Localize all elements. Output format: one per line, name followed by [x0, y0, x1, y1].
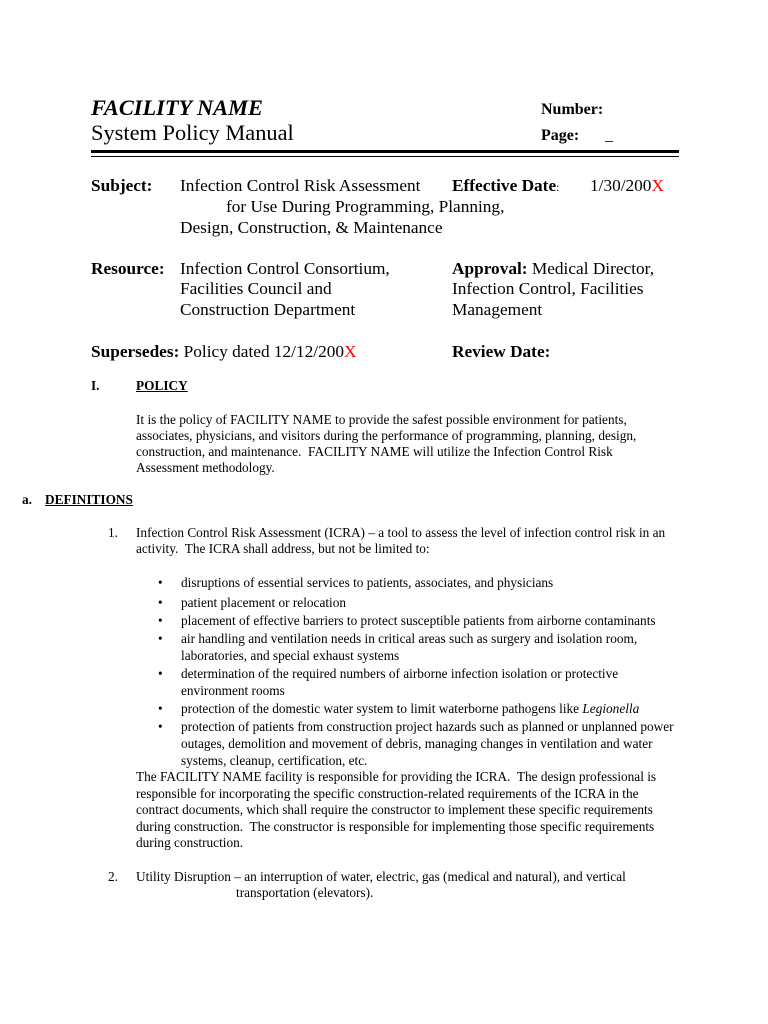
policy-heading: POLICY: [136, 378, 188, 393]
facility-name-title: FACILITY NAME: [91, 95, 263, 120]
bullet-item-line: systems, cleanup, certification, etc.: [181, 753, 368, 768]
supersedes-value: Policy dated 12/12/200: [183, 342, 344, 361]
definition-note-line: contract documents, which shall require the constructor to implement these specific requirements: [136, 802, 653, 817]
header-rule-thick: [91, 150, 679, 153]
effective-date-value-text: 1/30/200: [590, 176, 652, 195]
subject-line: Design, Construction, & Maintenance: [180, 218, 443, 237]
bullet-marker: •: [158, 719, 163, 734]
definition-item-line: transportation (elevators).: [236, 885, 374, 900]
policy-paragraph-line: It is the policy of FACILITY NAME to provide the safest possible environment for patients,: [136, 412, 627, 427]
bullet-marker: •: [158, 701, 163, 716]
definition-item-line: Utility Disruption – an interruption of water, electric, gas (medical and natural), and vertical: [136, 869, 626, 884]
bullet-item-line: disruptions of essential services to patients, associates, and physicians: [181, 575, 554, 590]
page-label: Page:: [541, 127, 580, 144]
effective-date: [452, 176, 559, 197]
page-value: _: [605, 127, 613, 144]
definition-item-line: activity. The ICRA shall address, but not be limited to:: [136, 541, 430, 556]
approval-label: Approval:: [452, 259, 528, 278]
bullet-marker: •: [158, 595, 163, 610]
effective-date-label: Effective Date: [452, 176, 557, 195]
bullet-item-line: patient placement or relocation: [181, 595, 347, 610]
resource-line: Construction Department: [180, 300, 356, 319]
definition-note-line: The FACILITY NAME facility is responsible for providing the ICRA. The design professional is: [136, 769, 657, 784]
supersedes-label: Supersedes:: [91, 342, 180, 361]
bullet-marker: •: [158, 613, 163, 628]
resource-line: Infection Control Consortium,: [180, 259, 390, 278]
effective-date-value: [590, 176, 664, 196]
approval-line: Management: [452, 300, 543, 319]
approval: [452, 259, 654, 279]
definition-note-line: during construction.: [136, 835, 244, 850]
policy-section-number: I.: [91, 378, 100, 393]
definition-note-line: responsible for incorporating the specific construction-related requirements of the ICRA in the: [136, 786, 639, 801]
subject-label: Subject:: [91, 176, 153, 195]
subject-line: for Use During Programming, Planning,: [226, 197, 505, 216]
supersedes-placeholder: X: [344, 342, 357, 361]
policy-paragraph-line: Assessment methodology.: [136, 460, 275, 475]
bullet-item-line: laboratories, and special exhaust systems: [181, 648, 400, 663]
resource-line: Facilities Council and: [180, 279, 332, 298]
effective-date-placeholder: X: [651, 176, 664, 195]
definitions-heading: DEFINITIONS: [45, 492, 133, 507]
policy-paragraph-line: associates, physicians, and visitors during the performance of programming, planning, design,: [136, 428, 637, 443]
bullet-item: [181, 701, 639, 717]
approval-line: Infection Control, Facilities: [452, 279, 644, 298]
definition-item-number: 1.: [108, 525, 118, 540]
approval-line: Medical Director,: [531, 259, 655, 278]
effective-date-colon: :: [556, 180, 560, 194]
bullet-item-line: protection of the domestic water system to limit waterborne pathogens like: [181, 701, 580, 716]
header-rule-thin: [91, 156, 679, 157]
bullet-marker: •: [158, 575, 163, 590]
bullet-item-line: determination of the required numbers of airborne infection isolation or protective: [181, 666, 619, 681]
policy-paragraph-line: construction, and maintenance. FACILITY NAME will utilize the Infection Control Risk: [136, 444, 613, 459]
definition-item-line: Infection Control Risk Assessment (ICRA) – a tool to assess the level of infection control risk in an: [136, 525, 666, 540]
number-label: Number:: [541, 101, 604, 118]
definition-item-number: 2.: [108, 869, 118, 884]
bullet-item-line: placement of effective barriers to protect susceptible patients from airborne contaminants: [181, 613, 656, 628]
subject-line: Infection Control Risk Assessment: [180, 176, 421, 195]
bullet-item-line: outages, demolition and movement of debris, managing changes in ventilation and water: [181, 736, 653, 751]
resource-label: Resource:: [91, 259, 165, 278]
definition-note-line: during construction. The constructor is responsible for implementing those specific requirements: [136, 819, 655, 834]
bullet-item-emphasis: Legionella: [582, 701, 640, 716]
review-date-label: Review Date:: [452, 342, 551, 361]
bullet-marker: •: [158, 631, 163, 646]
bullet-item-line: environment rooms: [181, 683, 285, 698]
bullet-item-line: air handling and ventilation needs in critical areas such as surgery and isolation room,: [181, 631, 638, 646]
manual-title: System Policy Manual: [91, 120, 294, 145]
bullet-marker: •: [158, 666, 163, 681]
definitions-section-marker: a.: [22, 492, 32, 507]
bullet-item-line: protection of patients from construction project hazards such as planned or unplanned power: [181, 719, 674, 734]
supersedes: [91, 342, 356, 362]
